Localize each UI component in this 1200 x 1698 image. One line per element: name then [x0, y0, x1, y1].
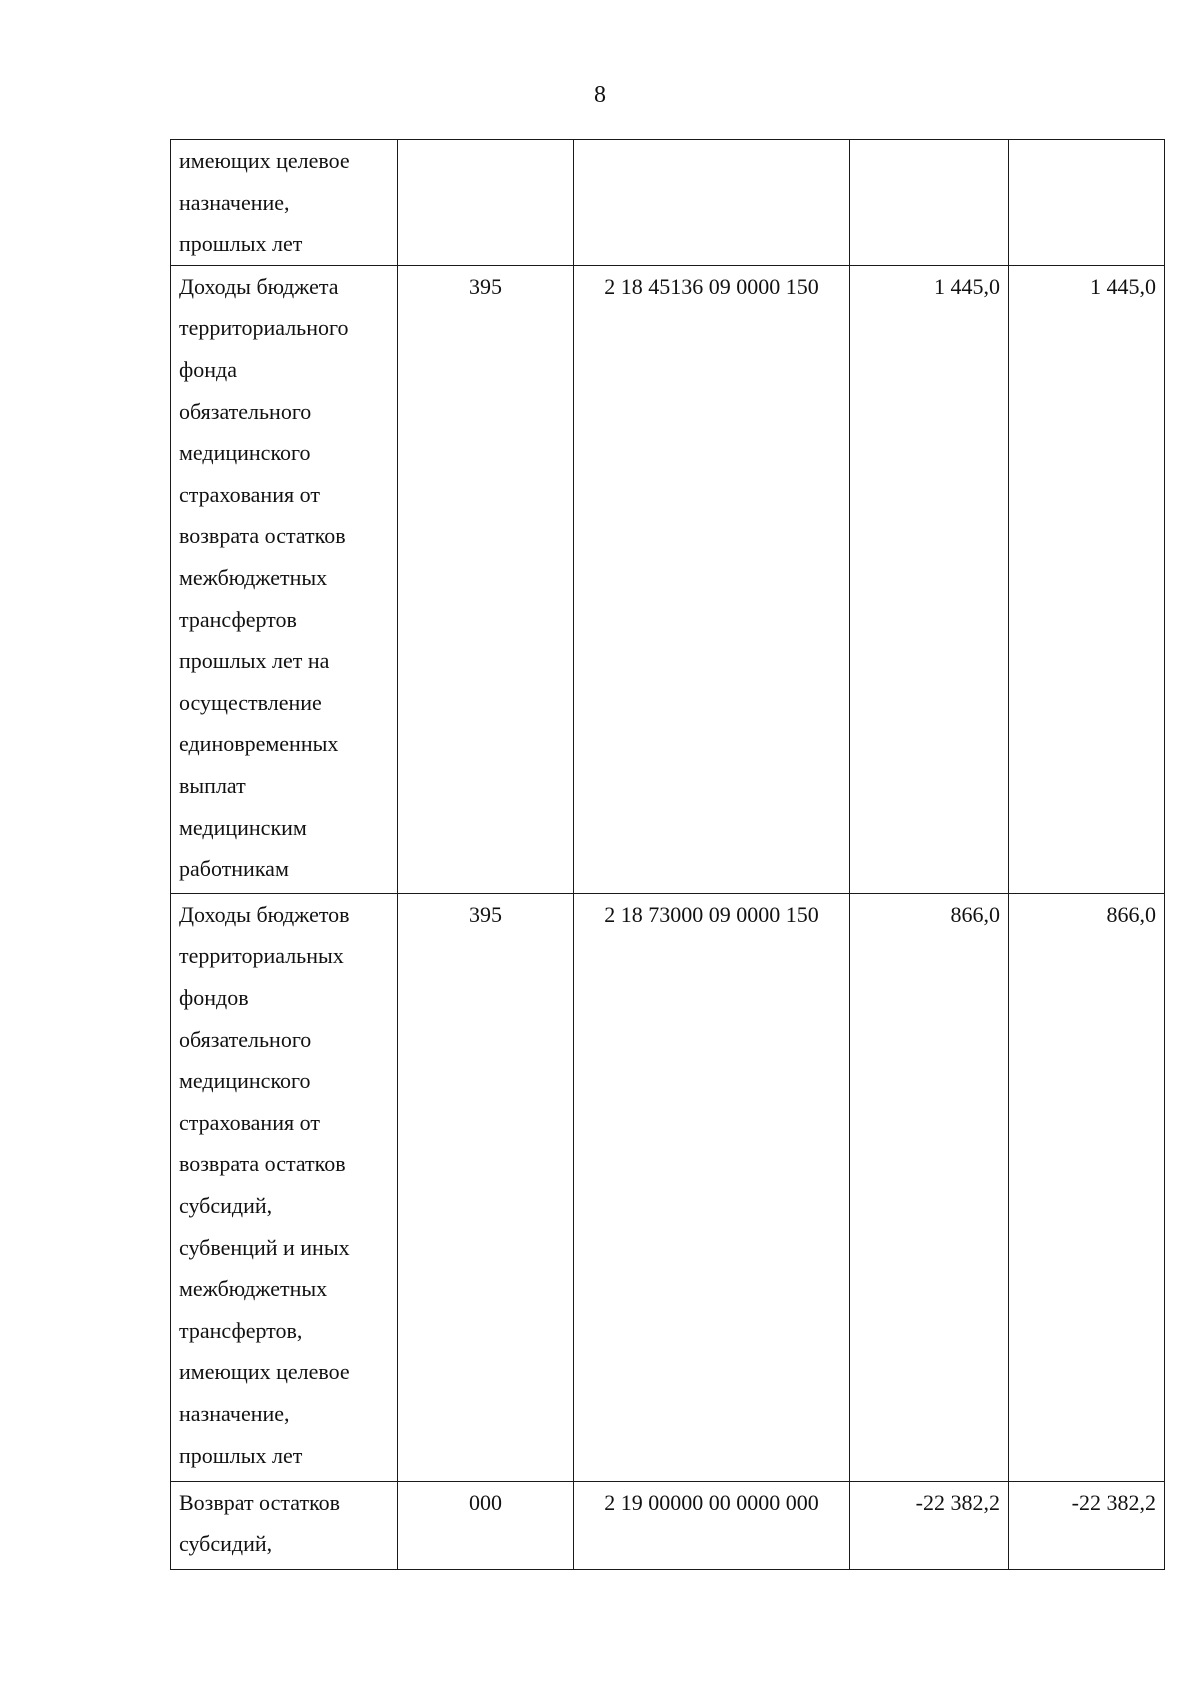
revenue-name-line: страхования от [179, 1109, 320, 1135]
revenue-name-line: субсидий, [179, 1192, 273, 1218]
table-row [171, 1481, 1165, 1569]
revenue-name-line: Возврат остатков [179, 1489, 341, 1515]
revenue-name-line: территориального [179, 315, 349, 341]
revenue-name-line: субсидий, [179, 1531, 273, 1557]
revenue-name-line: прошлых лет [179, 231, 303, 257]
revenue-name-line: трансфертов [179, 606, 297, 632]
amount-cell-1: 866,0 [850, 893, 1009, 1481]
page-number: 8 [594, 82, 606, 108]
revenue-name-line: фондов [179, 984, 249, 1010]
revenue-name-line: назначение, [179, 1400, 290, 1426]
revenue-name-line: межбюджетных [179, 564, 328, 590]
admin-code-cell [398, 140, 574, 266]
revenue-name-line: Доходы бюджетов [179, 901, 350, 927]
amount-cell-2: 866,0 [1009, 893, 1165, 1481]
admin-code-cell: 000 [398, 1481, 574, 1569]
budget-classification-code-cell: 2 18 45136 09 0000 150 [574, 265, 850, 893]
table-row [171, 265, 1165, 893]
budget-classification-code-cell: 2 19 00000 00 0000 000 [574, 1481, 850, 1569]
revenue-name-line: межбюджетных [179, 1276, 328, 1302]
table-row [171, 893, 1165, 1481]
table-row [171, 140, 1165, 266]
revenue-name-line: медицинского [179, 1068, 311, 1094]
revenue-name-line: обязательного [179, 1026, 312, 1052]
revenue-name-line: субвенций и иных [179, 1234, 350, 1260]
revenue-name-line: медицинского [179, 440, 311, 466]
revenue-name-line: возврата остатков [179, 1151, 346, 1177]
amount-cell-2: -22 382,2 [1009, 1481, 1165, 1569]
amount-cell-2: 1 445,0 [1009, 265, 1165, 893]
revenue-name-line: единовременных [179, 731, 339, 757]
budget-classification-code-cell [574, 140, 850, 266]
revenue-name-line: обязательного [179, 398, 312, 424]
revenue-name-line: выплат [179, 772, 246, 798]
revenue-name-line: трансфертов, [179, 1317, 303, 1343]
revenue-name-line: имеющих целевое [179, 148, 350, 173]
budget-revenue-table [170, 139, 1165, 1570]
revenue-name-line: фонда [179, 356, 237, 382]
budget-classification-code-cell: 2 18 73000 09 0000 150 [574, 893, 850, 1481]
amount-cell-2 [1009, 140, 1165, 266]
revenue-name-line: прошлых лет [179, 1442, 303, 1468]
revenue-name-cell [171, 1481, 398, 1569]
revenue-name-line: территориальных [179, 943, 344, 969]
revenue-name-line: возврата остатков [179, 523, 346, 549]
revenue-name-line: медицинским [179, 814, 307, 840]
revenue-name-line: имеющих целевое [179, 1359, 350, 1385]
revenue-name-line: работникам [179, 856, 289, 882]
revenue-name-line: Доходы бюджета [179, 273, 339, 299]
admin-code-cell: 395 [398, 265, 574, 893]
revenue-name-line: прошлых лет на [179, 648, 330, 674]
revenue-name-line: осуществление [179, 689, 322, 715]
admin-code-cell: 395 [398, 893, 574, 1481]
revenue-name-cell [171, 893, 398, 1481]
amount-cell-1: 1 445,0 [850, 265, 1009, 893]
amount-cell-1 [850, 140, 1009, 266]
revenue-name-cell [171, 140, 398, 266]
amount-cell-1: -22 382,2 [850, 1481, 1009, 1569]
revenue-name-cell [171, 265, 398, 893]
revenue-name-line: назначение, [179, 189, 290, 215]
revenue-name-line: страхования от [179, 481, 320, 507]
